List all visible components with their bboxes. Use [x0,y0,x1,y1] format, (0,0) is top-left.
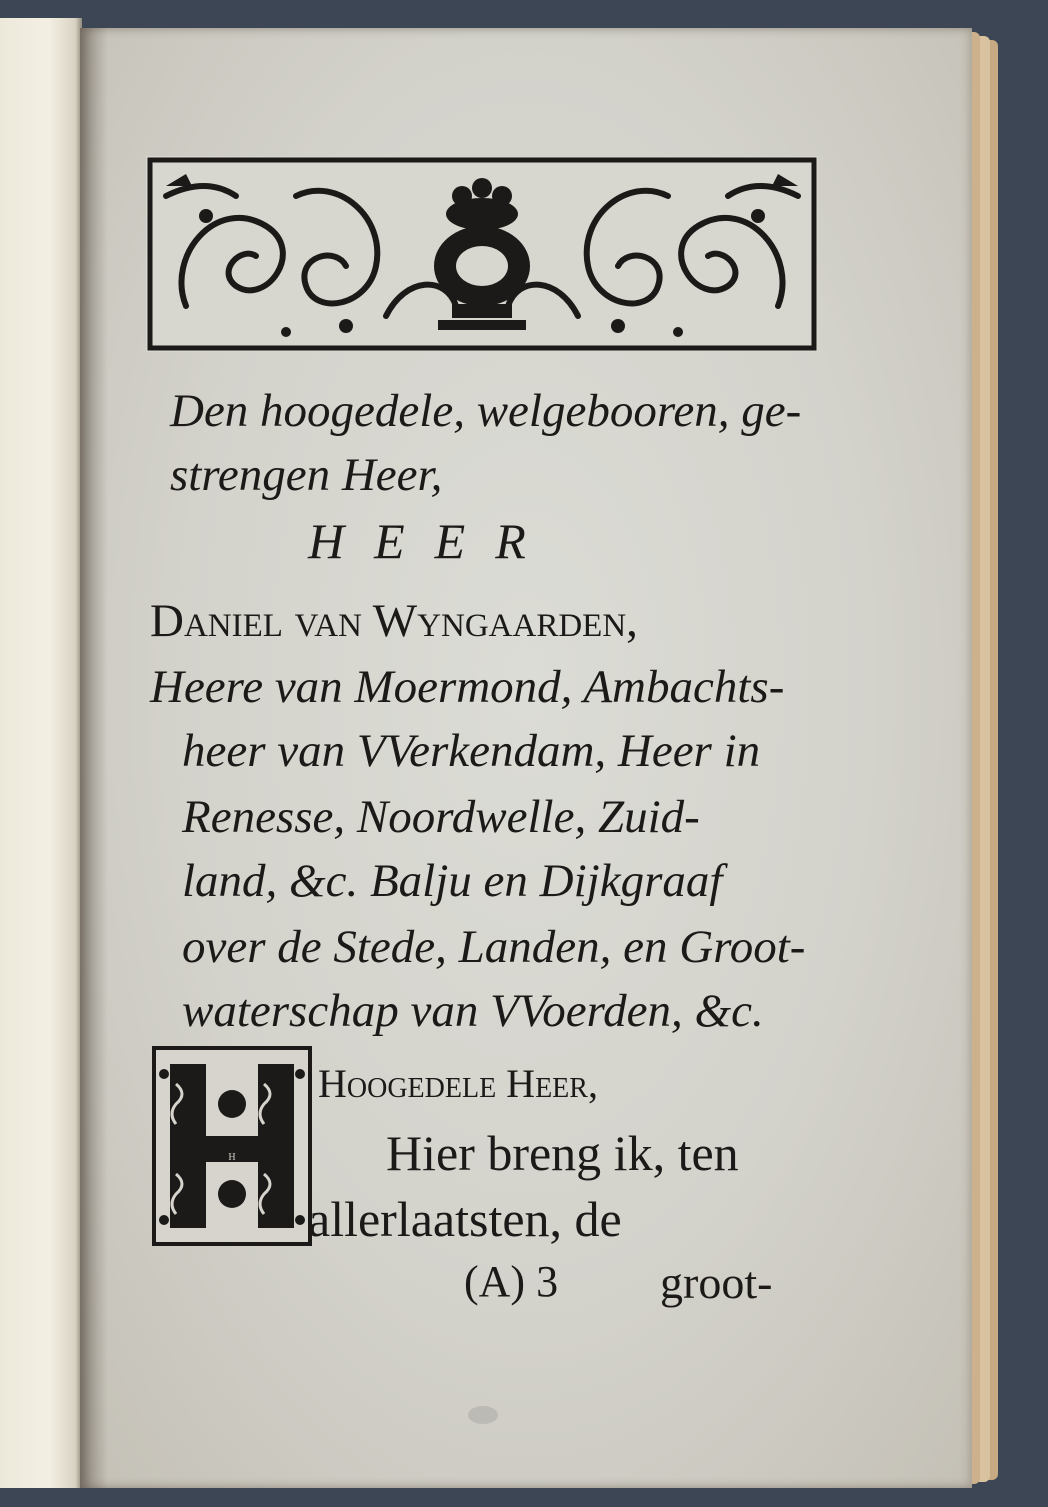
facing-page-edge [0,18,82,1488]
dedication-line: heer van VVerkendam, Heer in [182,725,761,777]
decorated-initial-icon [150,1044,314,1248]
signature-mark: (A) 3 [464,1257,559,1306]
gutter-shadow [80,28,108,1488]
dedication-line: Den hoogedele, welgebooren, ge- [170,385,802,437]
dedication-line: waterschap van VVoerden, &c. [182,985,764,1037]
body-text-line: Hier breng ik, ten [386,1125,739,1181]
svg-text:H: H [228,1152,236,1163]
body-text-line: allerlaatsten, de [308,1191,622,1247]
dedicatee-name: Daniel van Wyngaarden, [150,595,638,647]
salutation: Hoogedele Heer, [318,1061,598,1106]
paper-stain [468,1406,498,1424]
dedication-heading: HEER [308,513,556,569]
catchword: groot- [660,1257,773,1308]
floral-headpiece-icon [146,156,818,352]
dedication-line: over de Stede, Landen, en Groot- [182,921,806,973]
printed-page [80,28,972,1488]
dedication-line: land, &c. Balju en Dijkgraaf [182,855,723,907]
dedication-line: Heere van Moermond, Ambachts- [150,661,785,713]
dedication-line: Renesse, Noordwelle, Zuid- [182,791,700,843]
dedication-line: strengen Heer, [170,449,443,501]
